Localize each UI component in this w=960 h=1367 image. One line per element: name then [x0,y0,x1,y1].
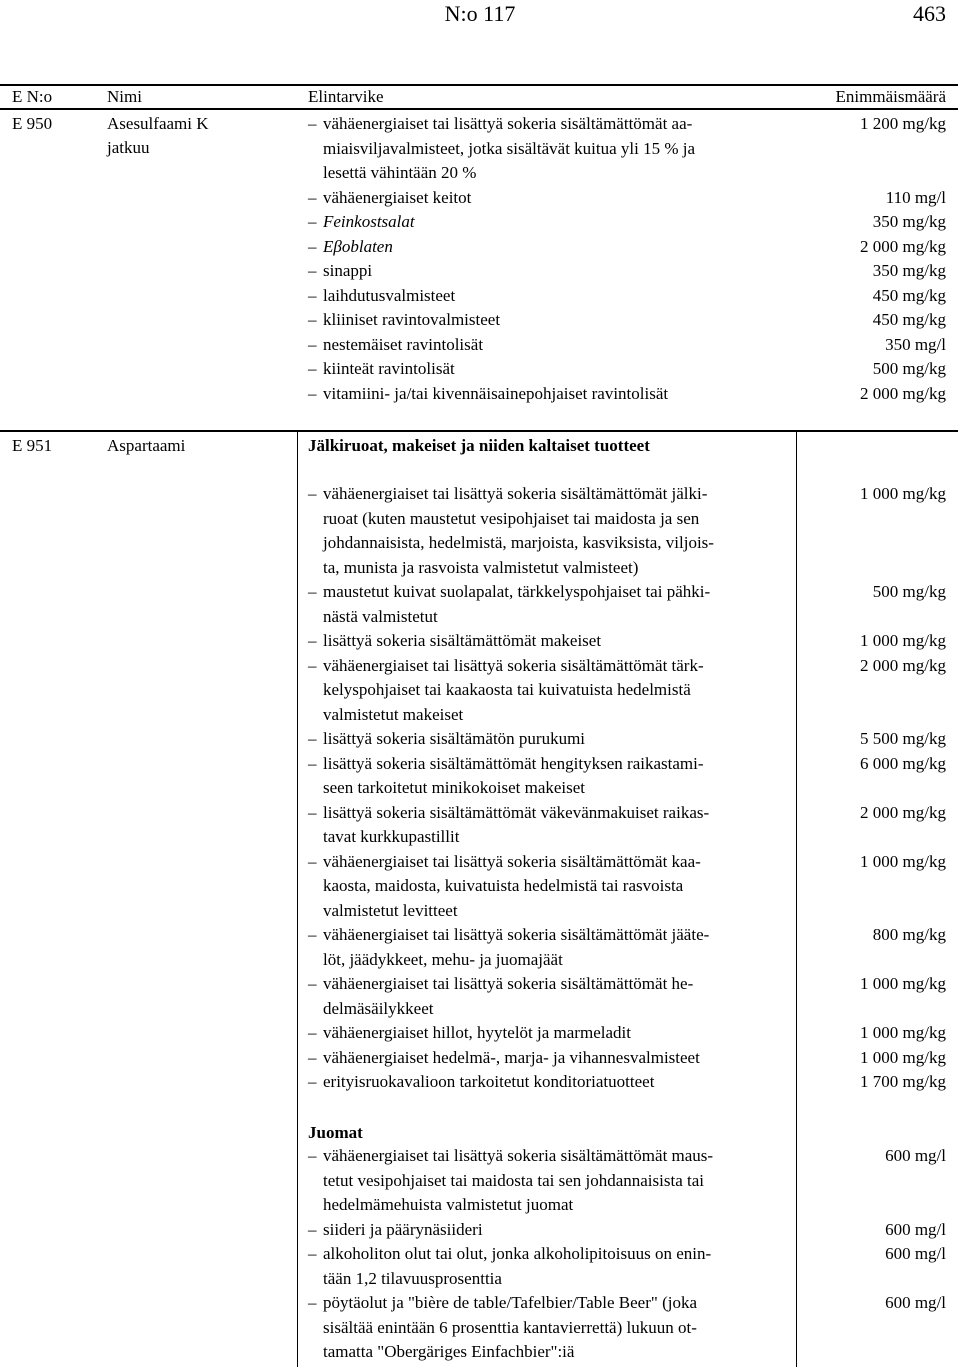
list-dash: – [308,484,317,503]
max-amount: 600 mg/l [885,1293,946,1312]
column-header-code: E N:o [12,87,53,106]
section-heading: Juomat [308,1123,363,1142]
list-dash: – [308,285,317,305]
additive-code: E 951 [12,436,53,455]
max-amount: 1 200 mg/kg [860,114,946,133]
max-amount: 350 mg/kg [872,261,946,280]
max-amount: 800 mg/kg [872,925,946,944]
food-category-text: valmistetut levitteet [323,900,458,920]
food-category-text: laihdutusvalmisteet [323,285,456,305]
food-category-text: lisättyä sokeria sisältämättömät makeiset [323,631,602,650]
food-category-text: vähäenergiaiset tai lisättyä sokeria sisältämättömät jälki- [323,484,708,503]
list-dash: – [308,974,317,993]
food-category-text: kaosta, maidosta, kuivatuista hedelmistä tai rasvoista [323,876,684,895]
max-amount: 2 000 mg/kg [860,802,946,822]
food-category-text: lisättyä sokeria sisältämättömät väkevänmakuiset raikas- [323,802,710,822]
food-category-text: vähäenergiaiset tai lisättyä sokeria sisältämättömät maus- [323,1146,714,1165]
list-dash: – [308,187,317,207]
list-dash: – [308,851,317,871]
food-category-text: tetut vesipohjaiset tai maidosta tai sen johdannaisista tai [323,1170,704,1190]
food-category-text: tamatta "Obergäriges Einfachbier":iä [323,1342,575,1361]
max-amount: 600 mg/l [885,1146,946,1165]
max-amount: 500 mg/kg [872,359,946,378]
table-top-rule [0,84,958,86]
column-header-name: Nimi [107,87,142,106]
food-category-text: nestemäiset ravintolisät [323,334,484,354]
food-category-text: johdannaisista, hedelmistä, marjoista, kasviksista, viljois- [323,533,714,552]
food-category-text: lisättyä sokeria sisältämättömät hengityksen raikastami- [323,753,704,773]
max-amount: 450 mg/kg [872,285,946,305]
list-dash: – [308,753,317,773]
list-dash: – [308,729,317,748]
food-category-text: delmäsäilykkeet [323,998,434,1018]
section-heading: Jälkiruoat, makeiset ja niiden kaltaiset tuotteet [308,436,650,455]
max-amount: 450 mg/kg [872,310,946,329]
food-category-text: maustetut kuivat suolapalat, tärkkelyspohjaiset tai pähki- [323,582,711,601]
food-category-text: löt, jäädykkeet, mehu- ja juomajäät [323,949,563,969]
additive-name: Aspartaami [107,436,186,455]
max-amount: 1 000 mg/kg [860,1023,946,1042]
page-title: N:o 117 [444,1,516,26]
row-separator-rule [0,430,958,432]
food-category-text: vähäenergiaiset tai lisättyä sokeria sisältämättömät kaa- [323,851,701,871]
max-amount: 1 000 mg/kg [860,631,946,650]
max-amount: 350 mg/kg [872,212,946,231]
list-dash: – [308,1146,317,1165]
food-category-text: ruoat (kuten maustetut vesipohjaiset tai maidosta ja sen [323,508,700,528]
food-category-text: siideri ja päärynäsiideri [323,1219,483,1239]
list-dash: – [308,1023,317,1042]
food-category-text: valmistetut makeiset [323,704,464,724]
food-category-text: kliiniset ravintovalmisteet [323,310,501,329]
max-amount: 350 mg/l [885,334,946,354]
food-category-text: vähäenergiaiset tai lisättyä sokeria sisältämättömät aa- [323,114,693,133]
max-amount: 2 000 mg/kg [860,383,946,403]
list-dash: – [308,582,317,601]
max-amount: 110 mg/l [885,187,946,207]
list-dash: – [308,631,317,650]
page-number: 463 [913,1,946,26]
list-dash: – [308,1244,317,1263]
additive-name: Asesulfaami K [107,114,209,133]
additive-code: E 950 [12,114,53,133]
food-category-text: ta, munista ja rasvoista valmistetut valmisteet) [323,557,639,577]
column-header-max: Enimmäismäärä [835,87,946,106]
food-category-text: vähäenergiaiset tai lisättyä sokeria sisältämättömät he- [323,974,694,993]
food-category-text: sisältää enintään 6 prosenttia kantavierrettä) lukuun ot- [323,1317,697,1337]
food-category-text: kelyspohjaiset tai kaakaosta tai kuivatuista hedelmistä [323,680,691,699]
max-amount: 600 mg/l [885,1244,946,1263]
list-dash: – [308,383,317,403]
column-divider-left [297,430,298,1367]
header-bottom-rule [0,108,958,110]
food-category-text: Eβoblaten [323,236,393,256]
food-category-text: vähäenergiaiset tai lisättyä sokeria sisältämättömät jääte- [323,925,710,944]
list-dash: – [308,925,317,944]
food-category-text: erityisruokavalioon tarkoitetut konditoriatuotteet [323,1072,655,1091]
max-amount: 1 000 mg/kg [860,851,946,871]
food-category-text: seen tarkoitetut minikokoiset makeiset [323,778,586,797]
food-category-text: vitamiini- ja/tai kivennäisainepohjaiset ravintolisät [323,383,669,403]
max-amount: 2 000 mg/kg [860,655,946,675]
food-category-text: tavat kurkkupastillit [323,827,460,846]
food-category-text: vähäenergiaiset keitot [323,187,472,207]
list-dash: – [308,114,317,133]
max-amount: 600 mg/l [885,1219,946,1239]
food-category-text: lesettä vähintään 20 % [323,163,477,182]
max-amount: 1 000 mg/kg [860,1047,946,1067]
food-category-text: tään 1,2 tilavuusprosenttia [323,1268,502,1288]
max-amount: 1 000 mg/kg [860,484,946,503]
list-dash: – [308,1219,317,1239]
max-amount: 2 000 mg/kg [860,236,946,256]
food-category-text: nästä valmistetut [323,606,438,626]
food-category-text: vähäenergiaiset hillot, hyytelöt ja marmeladit [323,1023,631,1042]
max-amount: 1 000 mg/kg [860,974,946,993]
list-dash: – [308,310,317,329]
column-divider-right [796,430,797,1367]
list-dash: – [308,261,317,280]
max-amount: 5 500 mg/kg [860,729,946,748]
list-dash: – [308,1047,317,1067]
max-amount: 500 mg/kg [872,582,946,601]
list-dash: – [308,802,317,822]
list-dash: – [308,359,317,378]
food-category-text: pöytäolut ja "bière de table/Tafelbier/Table Beer" (joka [323,1293,697,1312]
list-dash: – [308,1293,317,1312]
list-dash: – [308,236,317,256]
additive-name-continued: jatkuu [107,138,150,157]
list-dash: – [308,212,317,231]
food-category-text: vähäenergiaiset tai lisättyä sokeria sisältämättömät tärk- [323,655,704,675]
list-dash: – [308,334,317,354]
food-category-text: Feinkostsalat [323,212,415,231]
food-category-text: alkoholiton olut tai olut, jonka alkoholipitoisuus on enin- [323,1244,712,1263]
food-category-text: lisättyä sokeria sisältämätön purukumi [323,729,586,748]
food-category-text: kiinteät ravintolisät [323,359,455,378]
list-dash: – [308,1072,317,1091]
food-category-text: miaisviljavalmisteet, jotka sisältävät kuitua yli 15 % ja [323,138,696,158]
max-amount: 6 000 mg/kg [860,753,946,773]
food-category-text: vähäenergiaiset hedelmä-, marja- ja vihannesvalmisteet [323,1047,700,1067]
food-category-text: sinappi [323,261,373,280]
list-dash: – [308,655,317,675]
food-category-text: hedelmämehuista valmistetut juomat [323,1195,574,1214]
max-amount: 1 700 mg/kg [860,1072,946,1091]
column-header-food: Elintarvike [308,87,384,106]
